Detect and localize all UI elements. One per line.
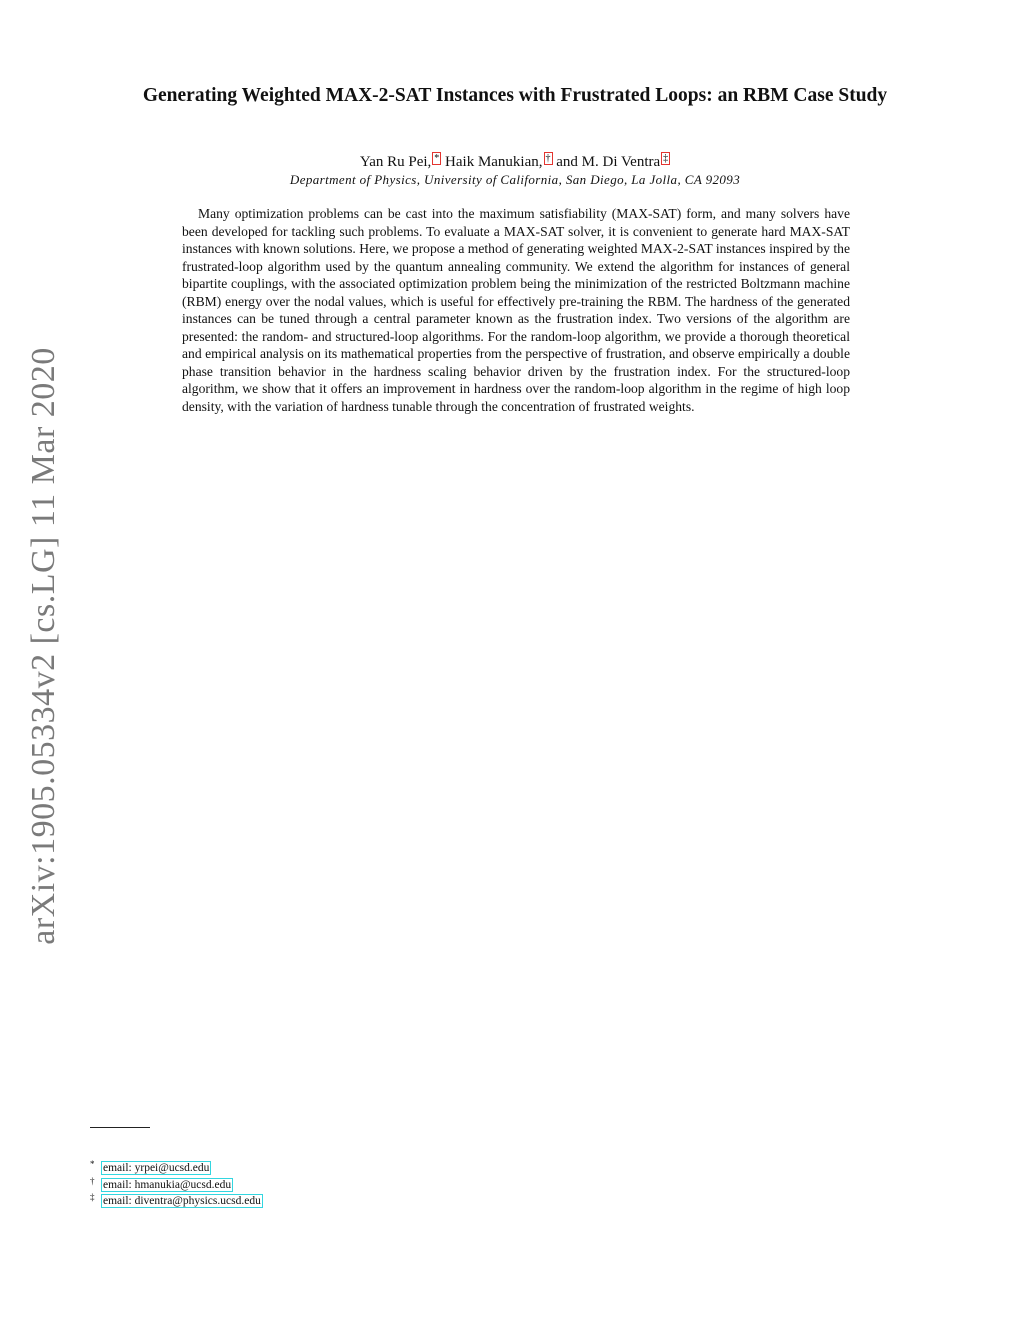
footnote-link-author-1[interactable]: * — [434, 153, 440, 164]
footnote-item — [90, 1156, 263, 1173]
email-link-diventra[interactable]: email: diventra@physics.ucsd.edu — [103, 1195, 261, 1207]
author-line — [100, 152, 930, 171]
author-name: Yan Ru Pei, — [359, 154, 432, 170]
footnote-item — [90, 1173, 263, 1190]
footnote-link-author-3[interactable]: ‡ — [663, 153, 669, 164]
footnote-link-author-2[interactable]: † — [545, 153, 551, 164]
footnotes — [90, 1156, 263, 1206]
footnote-item — [90, 1189, 263, 1206]
abstract-text: Many optimization problems can be cast into the maximum satisfiability (MAX-SAT) form, and many solvers have been developed for tackling such problems. To evaluate a MAX-SAT solver, it is convenient to generate hard MAX-SAT instances with known solutions. Here, we propose a method of generating weighted MAX-2-SAT instances inspired by the frustrated-loop algorithm used by the quantum annealing community. We extend the algorithm for instances of general bipartite couplings, with the associated optimization problem being the minimization of the restricted Boltzmann machine (RBM) energy over the nodal values, which is useful for effectively pre-training the RBM. The hardness of the generated instances can be tuned through a central parameter known as the frustration index. Two versions of the algorithm are presented: the random- and structured-loop algorithms. For the random-loop algorithm, we provide a thorough theoretical and empirical analysis on its mathematical properties from the perspective of frustration, and observe empirically a double phase transition behavior in the hardness scaling behavior driven by the frustration index. For the structured-loop algorithm, we show that it offers an improvement in hardness over the random-loop algorithm in the regime of high loop density, with the variation of hardness tunable through the concentration of frustrated weights. — [182, 206, 850, 414]
email-link-hmanukia[interactable]: email: hmanukia@ucsd.edu — [103, 1178, 232, 1191]
footnote-symbol: † — [90, 1175, 95, 1186]
paper-title: Generating Weighted MAX-2-SAT Instances with Frustrated Loops: an RBM Case Study — [142, 85, 888, 106]
author-name: and M. Di Ventra — [556, 154, 661, 170]
footnote-divider — [90, 1127, 150, 1128]
footnote-symbol: ‡ — [90, 1192, 95, 1202]
author-name: Haik Manukian, — [445, 154, 543, 170]
affiliation: Department of Physics, University of California, San Diego, La Jolla, CA 92093 — [289, 172, 741, 187]
arxiv-identifier-stamp: arXiv:1905.05334v2 [cs.LG] 11 Mar 2020 — [25, 347, 62, 945]
email-link-yrpei[interactable]: email: yrpei@ucsd.edu — [103, 1162, 210, 1174]
footnote-symbol: * — [90, 1159, 95, 1169]
